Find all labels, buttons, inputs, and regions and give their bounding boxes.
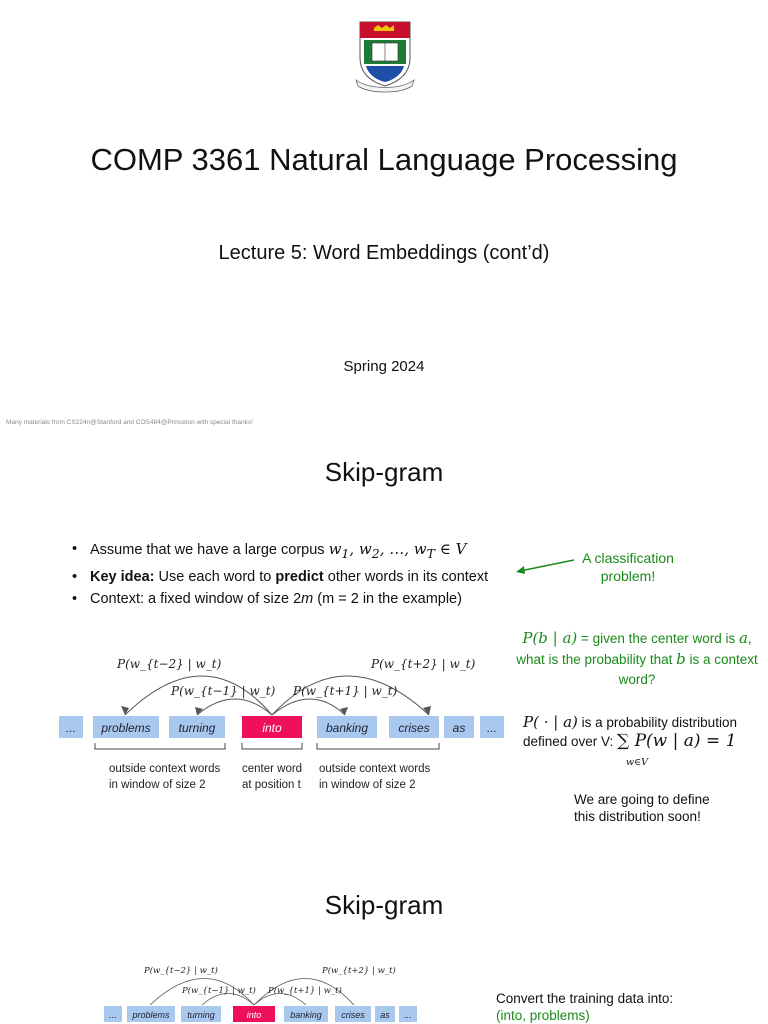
caption-left-line1: outside context words bbox=[109, 763, 221, 775]
sum-equation: ∑ P(w | a) = 1 bbox=[617, 731, 737, 751]
word-ellipsis-right: ... bbox=[486, 721, 498, 735]
bullet-key-idea: • Key idea: Use each word to predict other words in its context bbox=[72, 566, 488, 589]
small-arc-label-t-minus-1: P(w_{t−1} | w_t) bbox=[182, 986, 256, 996]
slide-title: Skip-gram bbox=[324, 457, 444, 487]
word-crises: crises bbox=[398, 721, 430, 735]
small-word-turning: turning bbox=[187, 1010, 215, 1020]
university-crest-logo bbox=[352, 18, 418, 94]
distribution-note: P( · | a) is a probability distribution defined over V: ∑ P(w | a) = 1 w∈V bbox=[523, 713, 763, 768]
lecture-subtitle: Lecture 5: Word Embeddings (cont’d) bbox=[218, 242, 550, 264]
bullet-context: • Context: a fixed window of size 2m (m = 2 in the example) bbox=[72, 588, 488, 611]
small-word-as: as bbox=[380, 1010, 390, 1020]
word-into-center: into bbox=[262, 721, 282, 735]
arc-label-t-minus-1: P(w_{t−1} | w_t) bbox=[171, 684, 276, 698]
word-banking: banking bbox=[325, 721, 369, 735]
word-ellipsis-left: ... bbox=[65, 721, 77, 735]
skipgram-diagram-small bbox=[98, 958, 418, 1024]
corpus-math: $w_1$, $w_2$, …, $w_T$ ∈ V bbox=[328, 540, 467, 561]
small-word-into-center: into bbox=[246, 1010, 262, 1020]
arc-label-t-plus-2: P(w_{t+2} | w_t) bbox=[371, 657, 476, 671]
course-title: COMP 3361 Natural Language Processing bbox=[90, 142, 678, 177]
skipgram-window-diagram bbox=[55, 645, 510, 795]
bullet-corpus: • Assume that we have a large corpus $w_1$, $w_2$, …, $w_T$ ∈ V bbox=[72, 538, 488, 566]
conditional-probability-note: P(b | a) = given the center word is a, what is the probability that b is a context word? bbox=[516, 629, 758, 687]
caption-center-line2: at position t bbox=[242, 779, 301, 791]
small-word-problems: problems bbox=[132, 1010, 170, 1020]
caption-right-line2: in window of size 2 bbox=[319, 779, 416, 791]
slide-title-2: Skip-gram bbox=[324, 890, 444, 920]
word-turning: turning bbox=[178, 721, 216, 735]
small-arc-label-t-minus-2: P(w_{t−2} | w_t) bbox=[144, 966, 218, 976]
acknowledgement-footnote: Many materials from CS224n@Stanford and COS484@Princeton with special thanks! bbox=[6, 419, 253, 426]
small-word-banking: banking bbox=[290, 1010, 322, 1020]
small-word-ellipsis-right: ... bbox=[404, 1010, 412, 1020]
define-soon-note: We are going to define this distribution soon! bbox=[574, 792, 710, 824]
arc-label-t-plus-1: P(w_{t+1} | w_t) bbox=[293, 684, 398, 698]
small-word-crises: crises bbox=[341, 1010, 365, 1020]
caption-center-line1: center word bbox=[242, 763, 303, 775]
small-arc-label-t-plus-1: P(w_{t+1} | w_t) bbox=[268, 986, 342, 996]
sum-subscript: w∈V bbox=[626, 757, 649, 768]
training-data-note: Convert the training data into: (into, problems) bbox=[496, 991, 674, 1023]
term-label: Spring 2024 bbox=[343, 358, 425, 375]
small-word-ellipsis-left: ... bbox=[109, 1010, 117, 1020]
word-problems: problems bbox=[101, 721, 151, 735]
classification-note: A classification problem! bbox=[582, 550, 674, 584]
caption-right-line1: outside context words bbox=[319, 763, 431, 775]
caption-left-line2: in window of size 2 bbox=[109, 779, 206, 791]
training-pair: (into, problems) bbox=[496, 1008, 590, 1023]
arc-label-t-minus-2: P(w_{t−2} | w_t) bbox=[117, 657, 222, 671]
small-arc-label-t-plus-2: P(w_{t+2} | w_t) bbox=[322, 966, 396, 976]
bullet-list bbox=[72, 538, 488, 611]
word-as: as bbox=[452, 721, 466, 735]
